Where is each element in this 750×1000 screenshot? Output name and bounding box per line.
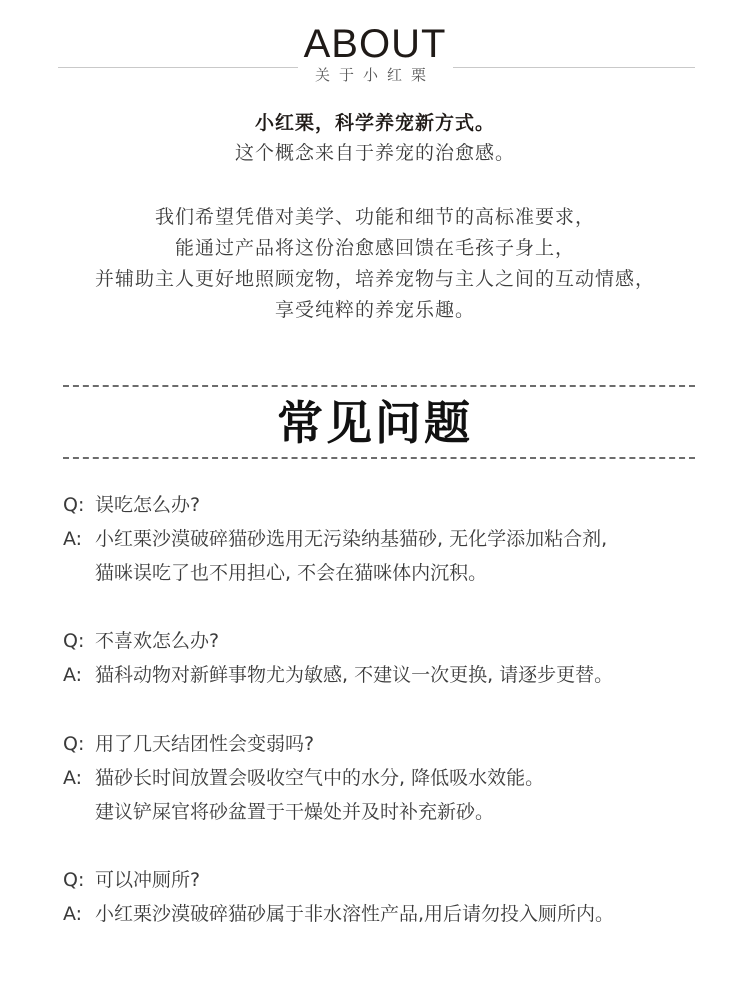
faq-item xyxy=(63,624,703,692)
about-subtitle: 关于小红栗 xyxy=(314,66,435,84)
intro-paragraph-line: 能通过产品将这份治愈感回馈在毛孩子身上， xyxy=(174,237,575,259)
dashed-divider-bottom xyxy=(63,457,695,459)
answer-text: 小红栗沙漠破碎猫砂选用无污染纳基猫砂, 无化学添加粘合剂, xyxy=(95,528,608,550)
about-title: ABOUT xyxy=(303,22,447,66)
answer-prefix: A: xyxy=(63,903,83,925)
about-header xyxy=(0,0,750,100)
answer-text: 猫科动物对新鲜事物尤为敏感, 不建议一次更换, 请逐步更替。 xyxy=(95,664,614,686)
faq-answer xyxy=(63,522,703,556)
answer-text: 猫砂长时间放置会吸收空气中的水分, 降低吸水效能。 xyxy=(95,767,545,789)
faq-item xyxy=(63,488,703,590)
question-prefix: Q: xyxy=(63,733,85,755)
question-prefix: Q: xyxy=(63,869,85,891)
intro-paragraph-line: 我们希望凭借对美学、功能和细节的高标准要求， xyxy=(154,206,595,228)
intro-tagline: 这个概念来自于养宠的治愈感。 xyxy=(234,142,515,164)
faq-answer xyxy=(63,658,703,692)
faq-question xyxy=(63,727,703,761)
faq-question xyxy=(63,624,703,658)
intro-paragraph-line: 并辅助主人更好地照顾宠物，培养宠物与主人之间的互动情感， xyxy=(94,268,655,290)
answer-prefix: A: xyxy=(63,528,83,550)
dashed-divider-top xyxy=(63,385,695,387)
intro-headline: 小红栗，科学养宠新方式。 xyxy=(254,112,495,134)
faq-answer-continued: 猫咪误吃了也不用担心, 不会在猫咪体内沉积。 xyxy=(95,562,488,584)
question-prefix: Q: xyxy=(63,494,85,516)
answer-text: 小红栗沙漠破碎猫砂属于非水溶性产品,用后请勿投入厕所内。 xyxy=(95,903,615,925)
faq-question xyxy=(63,488,703,522)
faq-item xyxy=(63,727,703,829)
faq-answer xyxy=(63,897,703,931)
faq-answer xyxy=(63,761,703,795)
faq-answer-continued: 建议铲屎官将砂盆置于干燥处并及时补充新砂。 xyxy=(95,801,495,823)
question-prefix: Q: xyxy=(63,630,85,652)
answer-prefix: A: xyxy=(63,767,83,789)
answer-prefix: A: xyxy=(63,664,83,686)
intro-paragraph xyxy=(0,202,750,326)
intro-section xyxy=(0,108,750,326)
faq-title: 常见问题 xyxy=(277,396,473,450)
question-text: 可以冲厕所? xyxy=(95,869,201,891)
faq-question xyxy=(63,863,703,897)
question-text: 误吃怎么办? xyxy=(95,494,201,516)
question-text: 用了几天结团性会变弱吗? xyxy=(95,733,315,755)
divider-line-right xyxy=(453,67,695,68)
faq-item xyxy=(63,863,703,931)
question-text: 不喜欢怎么办? xyxy=(95,630,220,652)
intro-paragraph-line: 享受纯粹的养宠乐趣。 xyxy=(274,299,475,321)
